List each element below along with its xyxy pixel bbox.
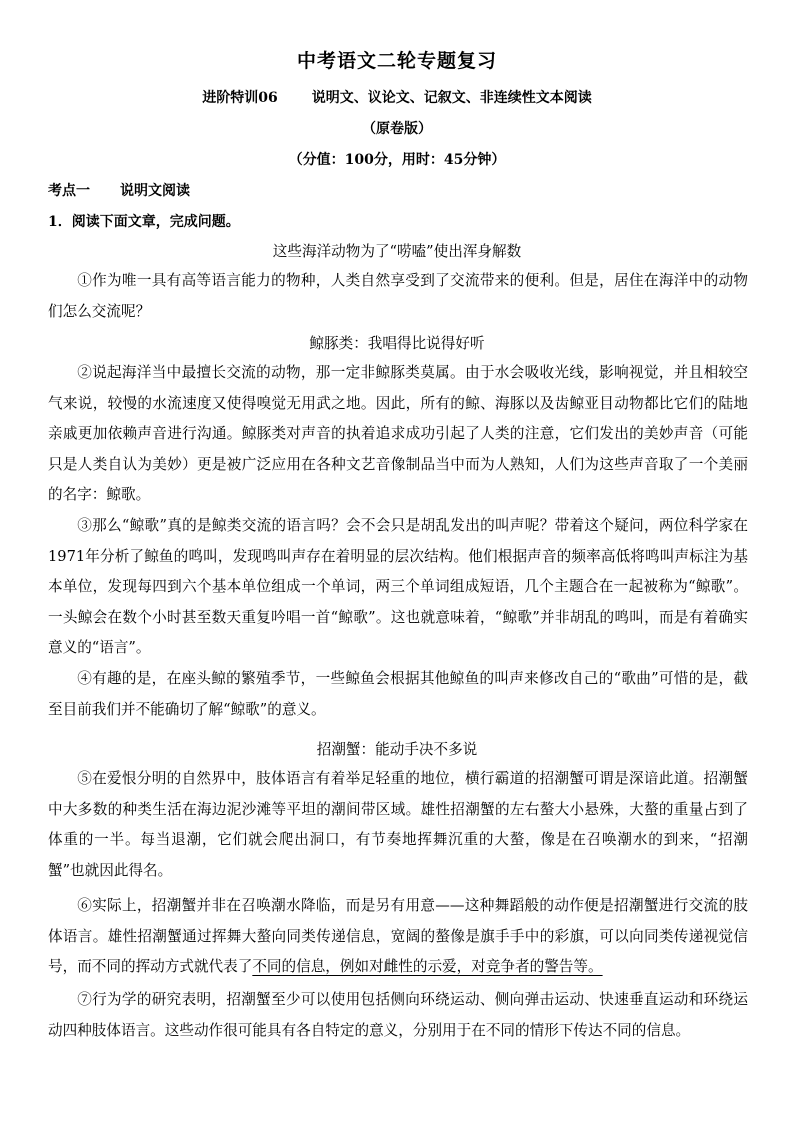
paragraph-2: ②说起海洋当中最擅长交流的动物，那一定非鲸豚类莫属。由于水会吸收光线，影响视觉，并且相较空气来说，较慢的水流速度又使得嗅觉无用武之地。因此，所有的鲸、海豚以及齿鲸亚目动物都比它们的陆地亲戚更加依赖声音进行沟通。鲸豚类对声音的执着追求成功引起了人类的注意，它们发出的美妙声音（可能只是人类自认为美妙）更是被广泛应用在各种文艺音像制品当中而为人熟知，人们为这些声音取了一个美丽的名字：鲸歌。 [48, 364, 748, 503]
paragraph-1: ①作为唯一具有高等语言能力的物种，人类自然享受到了交流带来的便利。但是，居住在海洋中的动物们怎么交流呢？ [48, 272, 748, 320]
subheading-whales: 鲸豚类：我唱得比说得好听 [309, 335, 485, 352]
score-time-label: （分值：100分，用时：45分钟） [288, 152, 506, 168]
paragraph-5: ⑤在爱恨分明的自然界中，肢体语言有着举足轻重的地位，横行霸道的招潮蟹可谓是深谙此道。招潮蟹中大多数的种类生活在海边泥沙滩等平坦的潮间带区域。雄性招潮蟹的左右螯大小悬殊，大螯的重量占到了体重的一半。每当退潮，它们就会爬出洞口，有节奏地挥舞沉重的大螯，像是在召唤潮水的到来，“招潮蟹”也就因此得名。 [48, 770, 748, 879]
subtitle-left: 进阶特训06 [202, 90, 278, 106]
paragraph-6 [48, 891, 748, 983]
article-title: 这些海洋动物为了“唠嗑”使出浑身解数 [272, 243, 522, 260]
section-label: 考点一 [48, 183, 90, 199]
paragraph-7: ⑦行为学的研究表明，招潮蟹至少可以使用包括侧向环绕运动、侧向弹击运动、快速垂直运动和环绕运动四种肢体语言。这些动作很可能具有各自特定的意义，分别用于在不同的情形下传达不同的信息。 [48, 991, 748, 1039]
subtitle-right: 说明文、议论文、记叙文、非连续性文本阅读 [311, 90, 592, 106]
paragraph-3: ③那么“鲸歌”真的是鲸类交流的语言吗？会不会只是胡乱发出的叫声呢？带着这个疑问，两位科学家在1971年分析了鲸鱼的鸣叫，发现鸣叫声存在着明显的层次结构。他们根据声音的频率高低将鸣叫声标注为基本单位，发现每四到六个基本单位组成一个单词，两三个单词组成短语，几个主题合在一起被称为“鲸歌”。一头鲸会在数个小时甚至数天重复吟唱一首“鲸歌”。这也就意味着，“鲸歌”并非胡乱的鸣叫，而是有着确实意义的“语言”。 [48, 517, 748, 656]
paragraph-6-underlined: 不同的信息，例如对雌性的示爱，对竞争者的警告等。 [252, 958, 603, 975]
document-subtitle [0, 87, 794, 107]
version-label: （原卷版） [362, 121, 432, 137]
document-title: 中考语文二轮专题复习 [296, 50, 497, 72]
question-prompt: 1．阅读下面文章，完成问题。 [48, 214, 240, 230]
section-name: 说明文阅读 [120, 183, 190, 199]
paragraph-6-text: ⑥实际上，招潮蟹并非在召唤潮水降临，而是另有用意——这种舞蹈般的动作便是招潮蟹进行交流的肢体语言。雄性招潮蟹通过挥舞大螯向同类传递信息，宽阔的螯像是旗手手中的彩旗，可以向同类传递视觉信号，而不同的挥动方式就代表了 [48, 897, 748, 975]
paragraph-4: ④有趣的是，在座头鲸的繁殖季节，一些鲸鱼会根据其他鲸鱼的叫声来修改自己的“歌曲”可惜的是，截至目前我们并不能确切了解“鲸歌”的意义。 [48, 670, 748, 718]
section-heading [48, 180, 190, 200]
subheading-crabs: 招潮蟹：能动手决不多说 [316, 741, 478, 758]
